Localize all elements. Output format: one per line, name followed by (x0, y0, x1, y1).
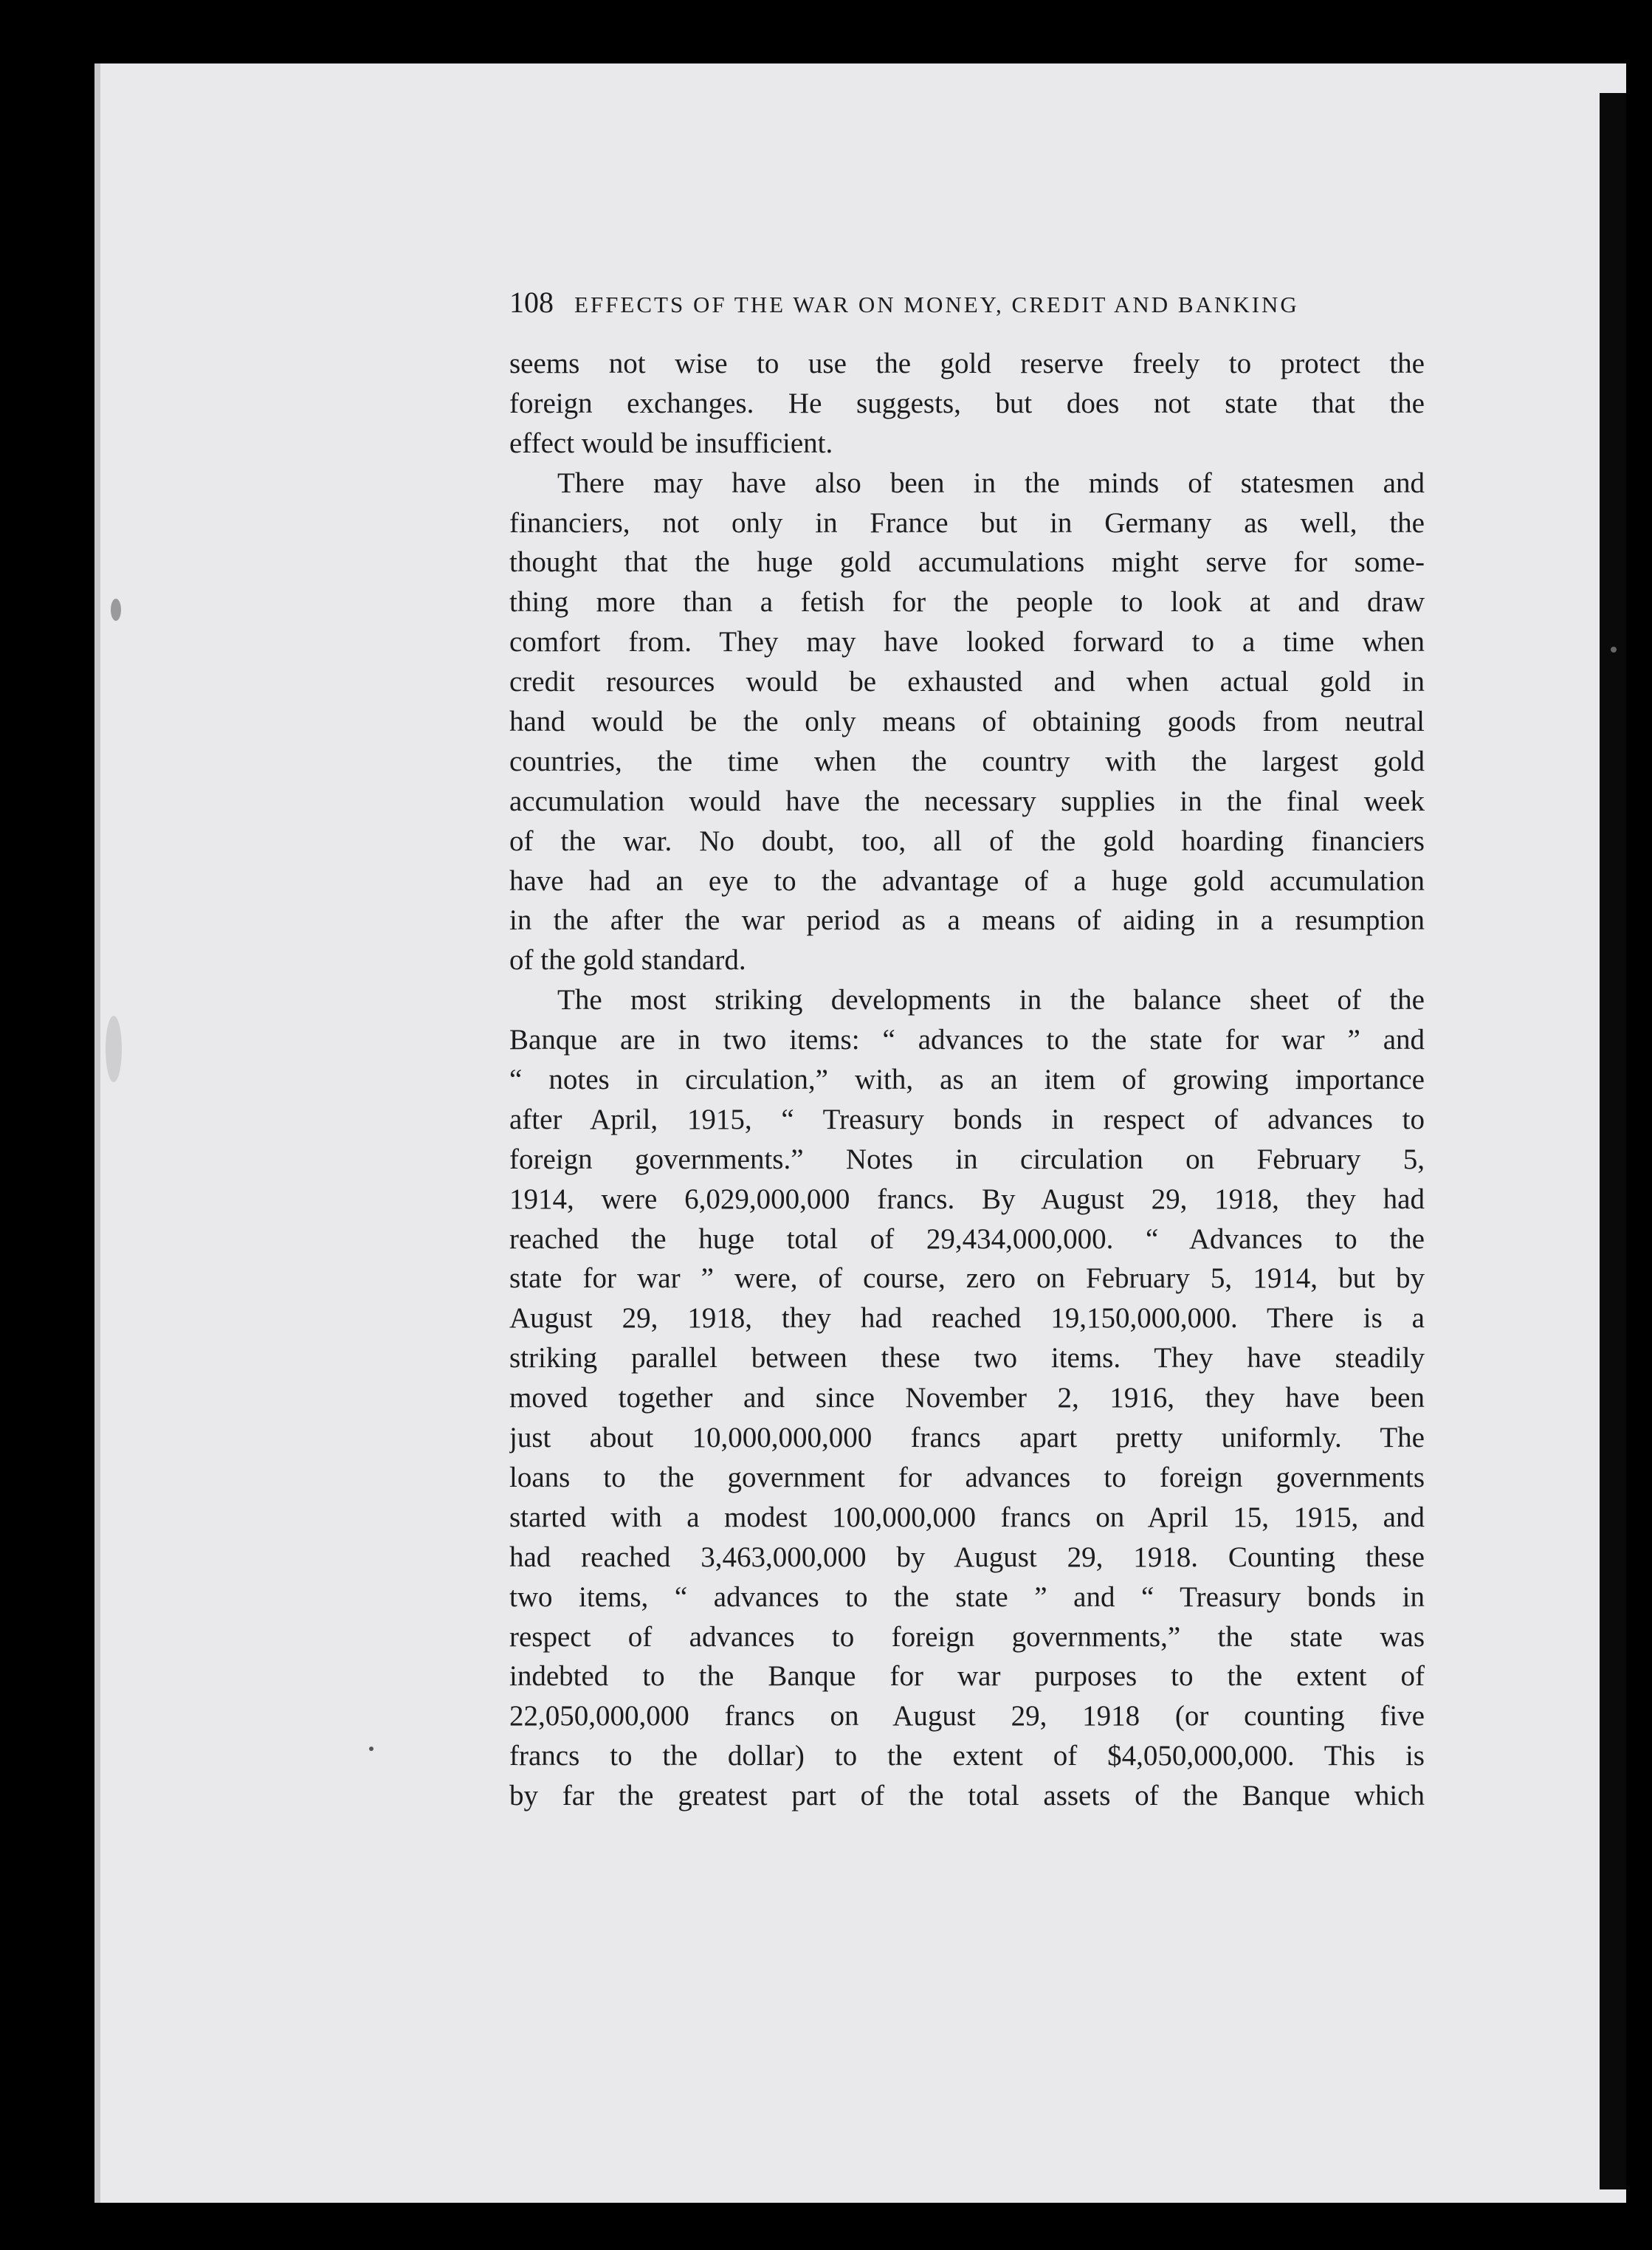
body-line: There may have also been in the minds of statesmen and (557, 467, 1425, 499)
body-line: in the after the war period as a means of aiding in a resumption (509, 904, 1425, 937)
body-line: striking parallel between these two items. They have steadily (509, 1342, 1425, 1375)
body-line: indebted to the Banque for war purposes to the extent of (509, 1660, 1425, 1693)
scan-speck (111, 599, 121, 621)
scan-speck (369, 1747, 374, 1751)
body-line: credit resources would be exhausted and when actual gold in (509, 666, 1425, 698)
body-line: by far the greatest part of the total assets of the Banque which (509, 1780, 1425, 1812)
running-title: EFFECTS OF THE WAR ON MONEY, CREDIT AND BANKING (574, 292, 1299, 317)
body-line: of the war. No doubt, too, all of the gold hoarding financiers (509, 825, 1425, 857)
body-text (509, 344, 1425, 1816)
body-line: of the gold standard. (509, 944, 746, 977)
body-line: comfort from. They may have looked forward to a time when (509, 626, 1425, 658)
page-number: 108 (509, 286, 554, 319)
body-line: The most striking developments in the balance sheet of the (557, 984, 1425, 1016)
scan-speck (1611, 647, 1617, 653)
page-left-edge (94, 63, 100, 2203)
body-line: loans to the government for advances to foreign governments (509, 1461, 1425, 1493)
body-line: state for war ” were, of course, zero on February 5, 1914, but by (509, 1262, 1425, 1295)
book-page (94, 63, 1626, 2203)
body-line: accumulation would have the necessary supplies in the final week (509, 785, 1425, 817)
body-line: August 29, 1918, they had reached 19,150,000,000. There is a (509, 1302, 1425, 1335)
body-line: reached the huge total of 29,434,000,000. “ Advances to the (509, 1222, 1425, 1255)
body-line: “ notes in circulation,” with, as an item of growing importance (509, 1064, 1425, 1096)
body-line: foreign exchanges. He suggests, but does not state that the (509, 387, 1425, 419)
body-line: Banque are in two items: “ advances to the state for war ” and (509, 1024, 1425, 1056)
body-line: thought that the huge gold accumulations might serve for some- (509, 546, 1425, 579)
body-line: moved together and since November 2, 1916, they have been (509, 1382, 1425, 1414)
body-line: thing more than a fetish for the people to look at and draw (509, 586, 1425, 619)
body-line: francs to the dollar) to the extent of $4,050,000,000. This is (509, 1740, 1425, 1772)
body-line: hand would be the only means of obtaining goods from neutral (509, 706, 1425, 738)
body-line: two items, “ advances to the state ” and “ Treasury bonds in (509, 1580, 1425, 1613)
body-line: just about 10,000,000,000 francs apart pretty uniformly. The (509, 1422, 1425, 1454)
body-line: respect of advances to foreign governments,” the state was (509, 1620, 1425, 1653)
body-line: started with a modest 100,000,000 francs on April 15, 1915, and (509, 1501, 1425, 1533)
page-text-block (509, 285, 1425, 1816)
body-line: 22,050,000,000 francs on August 29, 1918 (or counting five (509, 1700, 1425, 1733)
body-line: had reached 3,463,000,000 by August 29, 1918. Counting these (509, 1541, 1425, 1573)
body-line: seems not wise to use the gold reserve freely to protect the (509, 348, 1425, 379)
body-line: countries, the time when the country with the largest gold (509, 745, 1425, 777)
body-line: have had an eye to the advantage of a huge gold accumulation (509, 864, 1425, 897)
body-line: after April, 1915, “ Treasury bonds in respect of advances to (509, 1103, 1425, 1135)
page-binding-shadow (1600, 93, 1626, 2189)
body-line: effect would be insufficient. (509, 427, 833, 459)
running-header (509, 285, 1425, 344)
body-line: 1914, were 6,029,000,000 francs. By August 29, 1918, they had (509, 1183, 1425, 1215)
scan-speck (106, 1016, 122, 1082)
body-line: foreign governments.” Notes in circulation on February 5, (509, 1143, 1425, 1175)
body-line: financiers, not only in France but in Germany as well, the (509, 506, 1425, 539)
